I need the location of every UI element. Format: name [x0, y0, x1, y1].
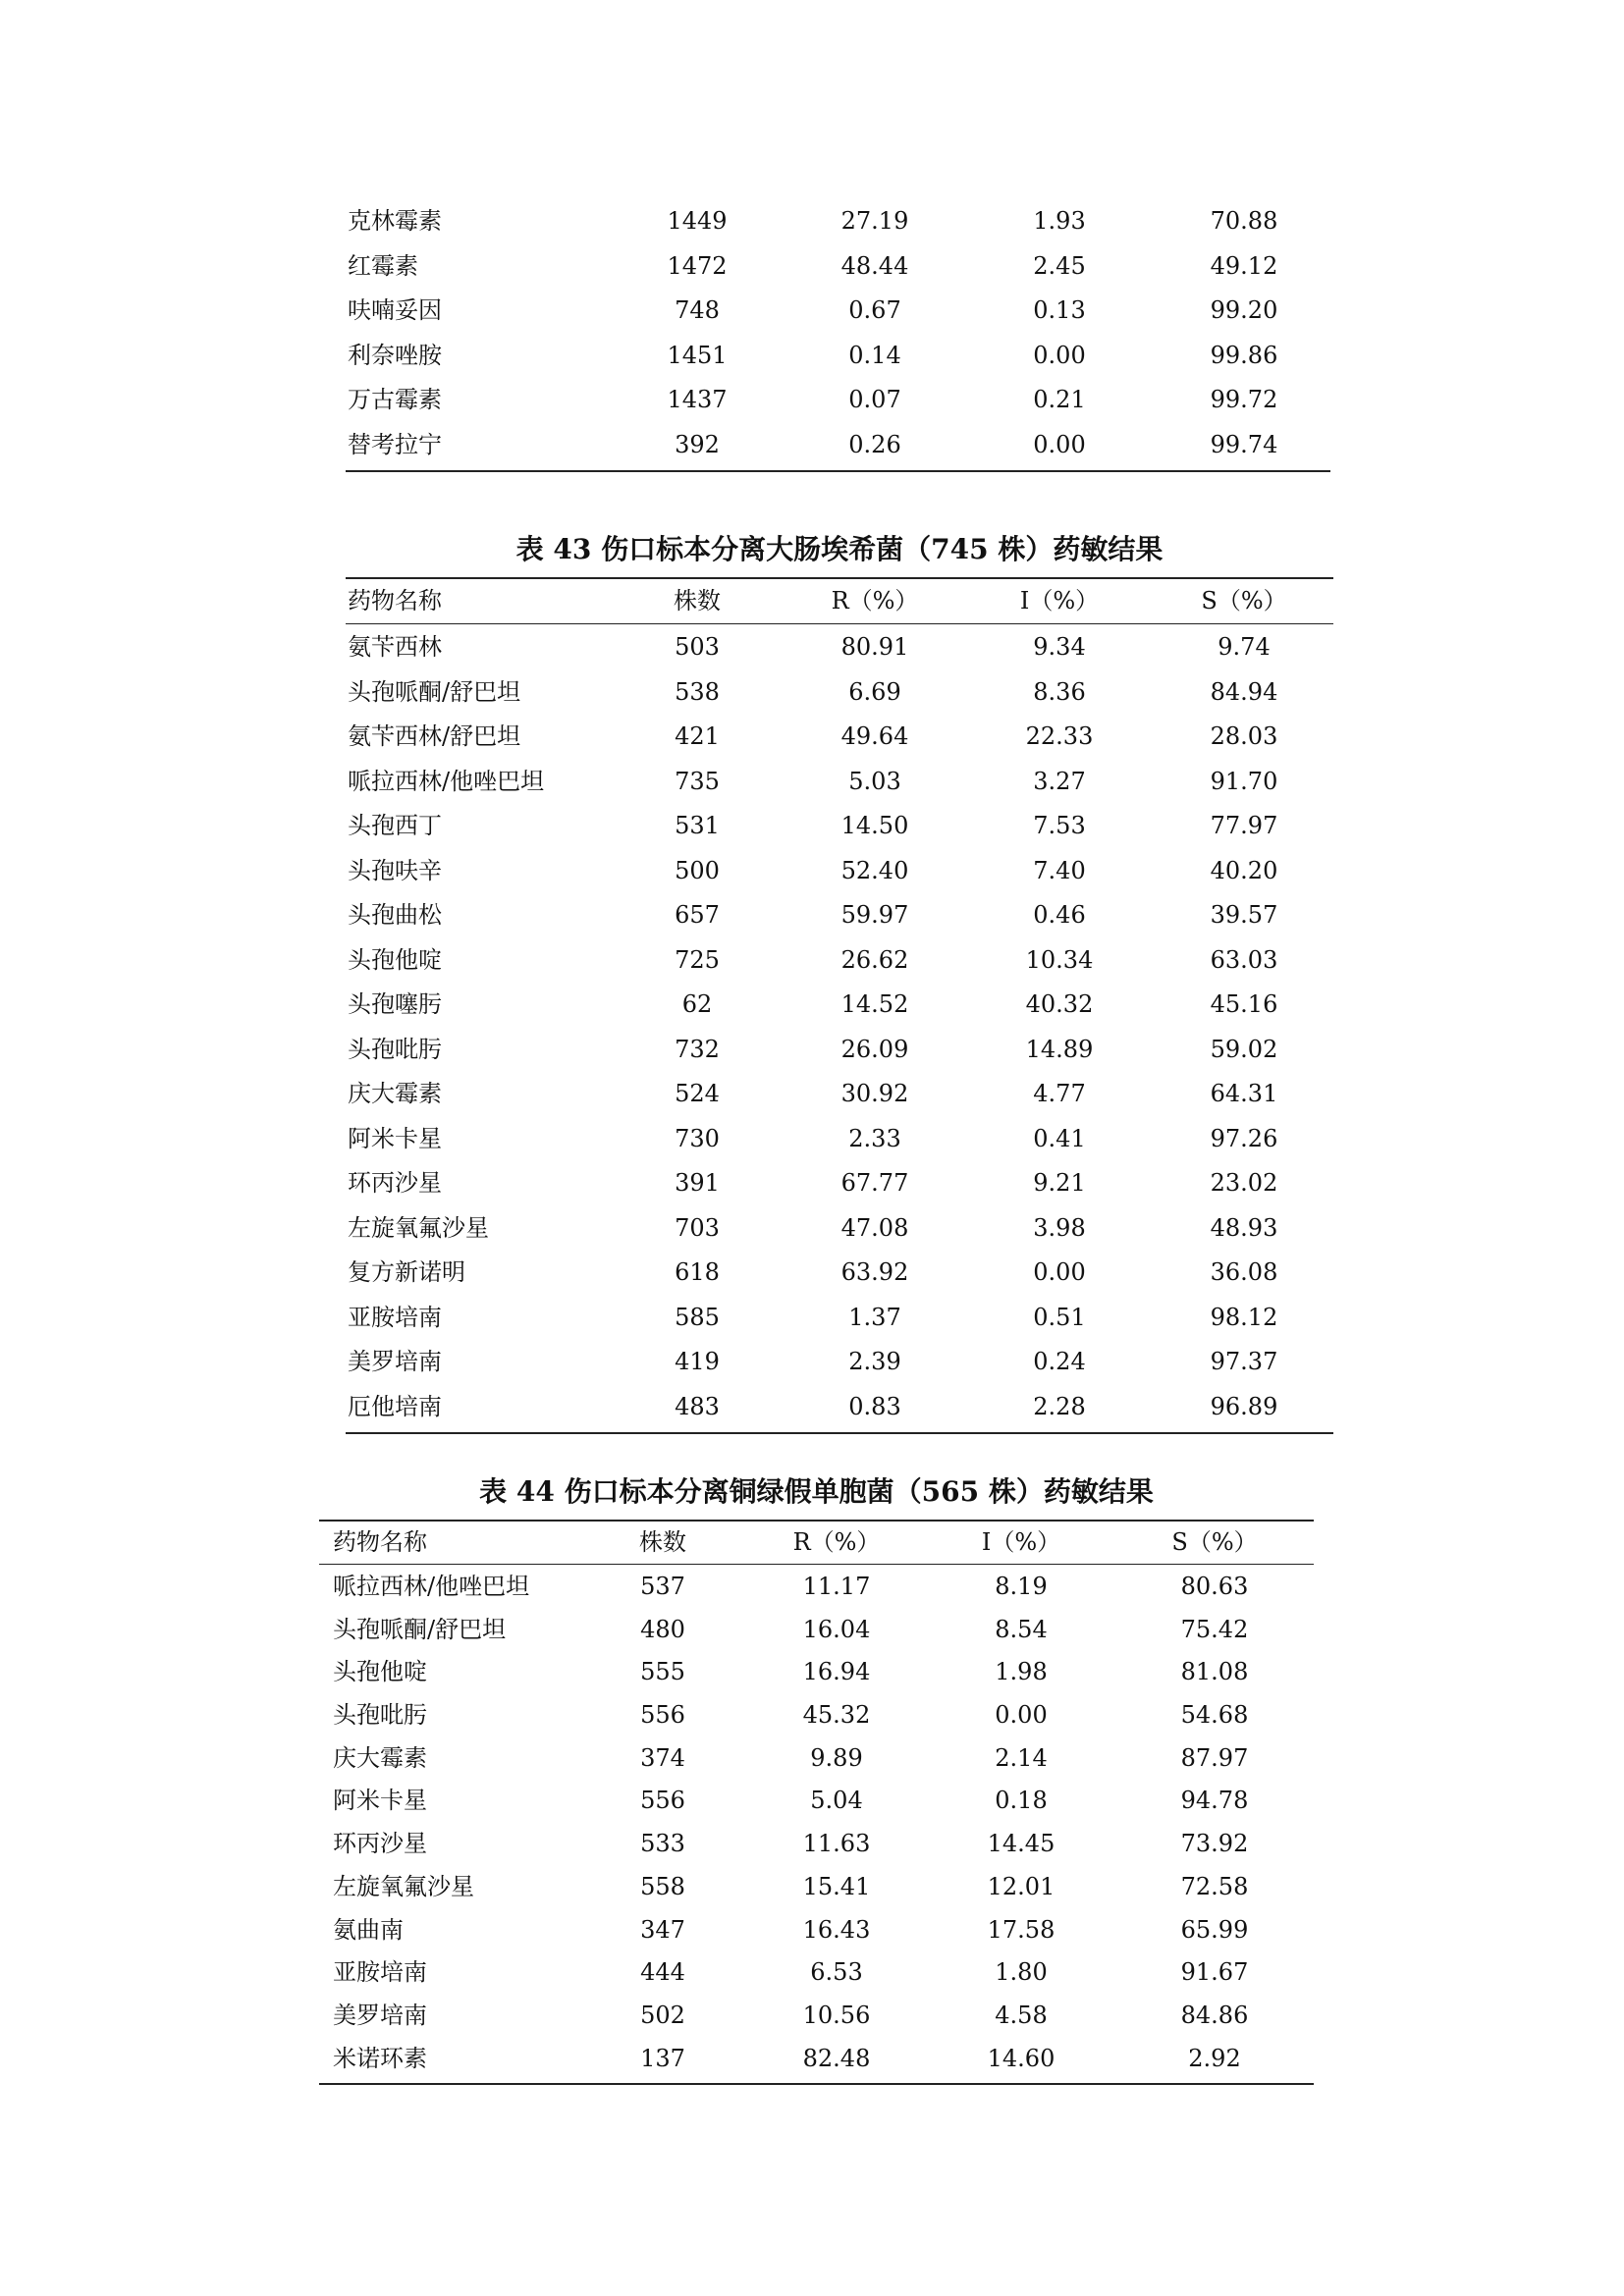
drug-name-cell: 哌拉西林/他唑巴坦 [333, 1573, 530, 1600]
s-percent-cell: 99.74 [1210, 430, 1278, 458]
drug-name-cell: 呋喃妥因 [348, 296, 442, 324]
drug-name-cell: 氨曲南 [333, 1915, 404, 1944]
s-percent-cell: 64.31 [1210, 1080, 1278, 1107]
i-percent-cell: 4.77 [1033, 1080, 1086, 1107]
i-percent-cell: 3.98 [1033, 1213, 1086, 1242]
r-percent-cell: 14.52 [840, 990, 909, 1018]
r-percent-cell: 2.39 [848, 1348, 901, 1375]
r-percent-cell: 26.09 [840, 1035, 909, 1063]
count-cell: 391 [675, 1169, 720, 1197]
r-percent-cell: 0.83 [848, 1392, 901, 1420]
i-percent-cell: 2.28 [1033, 1392, 1086, 1420]
count-cell: 556 [640, 1701, 685, 1730]
s-percent-cell: 23.02 [1210, 1169, 1278, 1197]
s-percent-cell: 81.08 [1180, 1658, 1249, 1686]
drug-name-cell: 红霉素 [348, 251, 418, 280]
drug-name-cell: 左旋氧氟沙星 [348, 1213, 489, 1242]
s-percent-cell: 75.42 [1180, 1615, 1249, 1643]
s-percent-cell: 87.97 [1180, 1743, 1249, 1772]
s-percent-cell: 39.57 [1210, 901, 1278, 929]
s-percent-cell: 2.92 [1188, 2044, 1241, 2072]
table-body [319, 1566, 1314, 2080]
r-percent-cell: 30.92 [840, 1080, 909, 1107]
table-row [346, 1385, 1333, 1430]
i-percent-cell: 3.27 [1033, 767, 1086, 795]
i-percent-cell: 0.00 [995, 1701, 1048, 1730]
count-cell: 444 [640, 1958, 685, 1987]
table-body [346, 625, 1333, 1429]
drug-name-cell: 氨苄西林 [348, 633, 442, 661]
table-row [346, 1251, 1333, 1296]
count-cell: 732 [675, 1035, 720, 1063]
s-percent-cell: 54.68 [1180, 1701, 1249, 1730]
table-row [346, 625, 1333, 670]
i-percent-cell: 9.21 [1033, 1169, 1086, 1197]
s-percent-cell: 84.86 [1180, 2001, 1249, 2029]
i-percent-cell: 0.13 [1033, 296, 1086, 324]
table-bottom-rule [346, 1432, 1333, 1434]
count-cell: 503 [675, 633, 720, 661]
s-percent-cell: 40.20 [1210, 856, 1278, 884]
count-cell: 374 [640, 1743, 685, 1772]
table-row [319, 1609, 1314, 1652]
i-percent-cell: 0.51 [1033, 1303, 1086, 1331]
header-s: S（%） [1201, 587, 1287, 614]
s-percent-cell: 99.86 [1210, 341, 1278, 369]
i-percent-cell: 8.19 [995, 1573, 1048, 1600]
drug-name-cell: 氨苄西林/舒巴坦 [348, 722, 521, 750]
count-cell: 524 [675, 1080, 720, 1107]
r-percent-cell: 5.04 [810, 1787, 863, 1815]
r-percent-cell: 16.94 [802, 1658, 871, 1686]
count-cell: 347 [640, 1915, 685, 1944]
r-percent-cell: 6.69 [848, 677, 901, 706]
table-row [346, 378, 1330, 423]
drug-name-cell: 左旋氧氟沙星 [333, 1872, 474, 1900]
count-cell: 1472 [667, 251, 728, 280]
count-cell: 531 [675, 812, 720, 839]
r-percent-cell: 82.48 [802, 2044, 871, 2072]
s-percent-cell: 99.72 [1210, 386, 1278, 413]
i-percent-cell: 1.93 [1033, 207, 1086, 235]
drug-name-cell: 美罗培南 [333, 2001, 427, 2029]
i-percent-cell: 0.00 [1033, 1258, 1086, 1286]
count-cell: 725 [675, 945, 720, 974]
count-cell: 502 [640, 2001, 685, 2029]
s-percent-cell: 84.94 [1210, 677, 1278, 706]
count-cell: 585 [675, 1303, 720, 1331]
s-percent-cell: 49.12 [1210, 251, 1278, 280]
drug-name-cell: 环丙沙星 [333, 1830, 427, 1858]
r-percent-cell: 0.14 [848, 341, 901, 369]
drug-name-cell: 庆大霉素 [348, 1080, 442, 1107]
r-percent-cell: 47.08 [840, 1213, 909, 1242]
table-row [346, 289, 1330, 334]
table-bottom-rule [319, 2083, 1314, 2085]
i-percent-cell: 14.89 [1025, 1035, 1094, 1063]
s-percent-cell: 98.12 [1210, 1303, 1278, 1331]
table-caption: 表 43 伤口标本分离大肠埃希菌（745 株）药敏结果 [515, 533, 1164, 565]
count-cell: 500 [675, 856, 720, 884]
r-percent-cell: 48.44 [840, 251, 909, 280]
i-percent-cell: 8.36 [1033, 677, 1086, 706]
i-percent-cell: 4.58 [995, 2001, 1048, 2029]
r-percent-cell: 6.53 [810, 1958, 863, 1987]
table-row [346, 1206, 1333, 1252]
table-row [319, 1951, 1314, 1995]
table-bottom-rule [346, 470, 1330, 472]
count-cell: 483 [675, 1392, 720, 1420]
drug-name-cell: 头孢呋辛 [348, 856, 442, 884]
i-percent-cell: 7.53 [1033, 812, 1086, 839]
s-percent-cell: 99.20 [1210, 296, 1278, 324]
i-percent-cell: 2.45 [1033, 251, 1086, 280]
drug-name-cell: 头孢西丁 [348, 812, 442, 839]
r-percent-cell: 10.56 [802, 2001, 871, 2029]
s-percent-cell: 72.58 [1180, 1872, 1249, 1900]
table-caption: 表 44 伤口标本分离铜绿假单胞菌（565 株）药敏结果 [479, 1475, 1154, 1508]
drug-name-cell: 阿米卡星 [333, 1787, 427, 1815]
drug-name-cell: 头孢他啶 [333, 1658, 427, 1686]
drug-name-cell: 头孢吡肟 [333, 1701, 427, 1730]
r-percent-cell: 49.64 [840, 722, 909, 750]
table-row [319, 1694, 1314, 1737]
r-percent-cell: 14.50 [840, 812, 909, 839]
count-cell: 480 [640, 1615, 685, 1643]
i-percent-cell: 1.98 [995, 1658, 1048, 1686]
r-percent-cell: 0.07 [848, 386, 901, 413]
i-percent-cell: 0.24 [1033, 1348, 1086, 1375]
count-cell: 392 [675, 430, 720, 458]
i-percent-cell: 0.18 [995, 1787, 1048, 1815]
table-row [346, 1072, 1333, 1117]
i-percent-cell: 0.41 [1033, 1124, 1086, 1152]
r-percent-cell: 5.03 [848, 767, 901, 795]
header-count: 株数 [639, 1528, 686, 1556]
i-percent-cell: 1.80 [995, 1958, 1048, 1987]
table-row [346, 715, 1333, 760]
table-row [346, 1296, 1333, 1341]
drug-name-cell: 利奈唑胺 [348, 341, 442, 369]
i-percent-cell: 14.45 [987, 1830, 1056, 1858]
s-percent-cell: 91.70 [1210, 767, 1278, 795]
drug-name-cell: 头孢曲松 [348, 901, 442, 929]
header-drug-name: 药物名称 [348, 587, 442, 614]
table-row [346, 423, 1330, 468]
table-42-continued [346, 199, 1330, 467]
table-row [346, 1340, 1333, 1385]
header-r: R（%） [792, 1528, 881, 1556]
r-percent-cell: 16.04 [802, 1615, 871, 1643]
drug-name-cell: 亚胺培南 [333, 1958, 427, 1987]
count-cell: 735 [675, 767, 720, 795]
table-row [319, 1651, 1314, 1694]
r-percent-cell: 2.33 [848, 1124, 901, 1152]
r-percent-cell: 80.91 [840, 633, 909, 661]
table-row [319, 1737, 1314, 1781]
r-percent-cell: 63.92 [840, 1258, 909, 1286]
table-row [346, 893, 1333, 938]
count-cell: 618 [675, 1258, 720, 1286]
r-percent-cell: 11.63 [802, 1830, 871, 1858]
i-percent-cell: 0.00 [1033, 430, 1086, 458]
count-cell: 730 [675, 1124, 720, 1152]
i-percent-cell: 22.33 [1025, 722, 1094, 750]
header-r: R（%） [831, 587, 919, 614]
drug-name-cell: 克林霉素 [348, 207, 442, 235]
r-percent-cell: 1.37 [848, 1303, 901, 1331]
s-percent-cell: 73.92 [1180, 1830, 1249, 1858]
count-cell: 1451 [667, 341, 728, 369]
r-percent-cell: 52.40 [840, 856, 909, 884]
count-cell: 537 [640, 1573, 685, 1600]
table-row [346, 1117, 1333, 1162]
table-row [346, 1028, 1333, 1073]
count-cell: 556 [640, 1787, 685, 1815]
r-percent-cell: 67.77 [840, 1169, 909, 1197]
table-body [346, 199, 1330, 467]
i-percent-cell: 0.21 [1033, 386, 1086, 413]
drug-name-cell: 替考拉宁 [348, 430, 442, 458]
s-percent-cell: 97.26 [1210, 1124, 1278, 1152]
s-percent-cell: 63.03 [1210, 945, 1278, 974]
drug-name-cell: 美罗培南 [348, 1348, 442, 1375]
table-header-row [346, 579, 1333, 624]
table-row [346, 938, 1333, 984]
i-percent-cell: 12.01 [987, 1872, 1056, 1900]
header-count: 株数 [674, 587, 721, 614]
drug-name-cell: 头孢哌酮/舒巴坦 [348, 677, 521, 706]
s-percent-cell: 94.78 [1180, 1787, 1249, 1815]
table-row [319, 2038, 1314, 2081]
drug-name-cell: 头孢哌酮/舒巴坦 [333, 1615, 507, 1643]
table-row [346, 334, 1330, 379]
count-cell: 703 [675, 1213, 720, 1242]
i-percent-cell: 8.54 [995, 1615, 1048, 1643]
i-percent-cell: 40.32 [1025, 990, 1094, 1018]
drug-name-cell: 哌拉西林/他唑巴坦 [348, 767, 545, 795]
table-row [346, 849, 1333, 894]
header-i: I（%） [981, 1528, 1061, 1556]
r-percent-cell: 0.67 [848, 296, 901, 324]
s-percent-cell: 59.02 [1210, 1035, 1278, 1063]
i-percent-cell: 9.34 [1033, 633, 1086, 661]
header-i: I（%） [1019, 587, 1100, 614]
r-percent-cell: 59.97 [840, 901, 909, 929]
r-percent-cell: 15.41 [802, 1872, 871, 1900]
count-cell: 421 [675, 722, 720, 750]
table-row [346, 760, 1333, 805]
r-percent-cell: 16.43 [802, 1915, 871, 1944]
table-header-row [319, 1522, 1314, 1565]
r-percent-cell: 9.89 [810, 1743, 863, 1772]
drug-name-cell: 阿米卡星 [348, 1124, 442, 1152]
count-cell: 538 [675, 677, 720, 706]
s-percent-cell: 91.67 [1180, 1958, 1249, 1987]
s-percent-cell: 96.89 [1210, 1392, 1278, 1420]
count-cell: 62 [681, 990, 713, 1018]
count-cell: 137 [640, 2044, 685, 2072]
s-percent-cell: 28.03 [1210, 722, 1278, 750]
r-percent-cell: 26.62 [840, 945, 909, 974]
table-row [346, 199, 1330, 244]
drug-name-cell: 头孢噻肟 [348, 990, 442, 1018]
s-percent-cell: 77.97 [1210, 812, 1278, 839]
table-header-rule [319, 1564, 1314, 1565]
header-s: S（%） [1171, 1528, 1258, 1556]
drug-name-cell: 环丙沙星 [348, 1169, 442, 1197]
count-cell: 657 [675, 901, 720, 929]
count-cell: 419 [675, 1348, 720, 1375]
s-percent-cell: 97.37 [1210, 1348, 1278, 1375]
i-percent-cell: 14.60 [987, 2044, 1056, 2072]
table-row [346, 804, 1333, 849]
header-drug-name: 药物名称 [333, 1528, 427, 1556]
table-row [346, 983, 1333, 1028]
table-header-rule [346, 623, 1333, 624]
s-percent-cell: 70.88 [1210, 207, 1278, 235]
drug-name-cell: 厄他培南 [348, 1392, 442, 1420]
s-percent-cell: 80.63 [1180, 1573, 1249, 1600]
table-row [319, 1780, 1314, 1823]
drug-name-cell: 万古霉素 [348, 386, 442, 413]
i-percent-cell: 17.58 [987, 1915, 1056, 1944]
count-cell: 558 [640, 1872, 685, 1900]
count-cell: 533 [640, 1830, 685, 1858]
table-row [319, 1823, 1314, 1866]
table-row [319, 1995, 1314, 2038]
s-percent-cell: 45.16 [1210, 990, 1278, 1018]
r-percent-cell: 45.32 [802, 1701, 871, 1730]
table-row [319, 1909, 1314, 1952]
drug-name-cell: 复方新诺明 [348, 1258, 465, 1286]
count-cell: 555 [640, 1658, 685, 1686]
table-row [346, 244, 1330, 290]
table-row [319, 1566, 1314, 1609]
i-percent-cell: 0.00 [1033, 341, 1086, 369]
count-cell: 748 [675, 296, 720, 324]
i-percent-cell: 2.14 [995, 1743, 1048, 1772]
i-percent-cell: 0.46 [1033, 901, 1086, 929]
r-percent-cell: 11.17 [802, 1573, 871, 1600]
s-percent-cell: 9.74 [1218, 633, 1271, 661]
r-percent-cell: 27.19 [840, 207, 909, 235]
i-percent-cell: 7.40 [1033, 856, 1086, 884]
i-percent-cell: 10.34 [1025, 945, 1094, 974]
s-percent-cell: 48.93 [1210, 1213, 1278, 1242]
drug-name-cell: 头孢他啶 [348, 945, 442, 974]
table-row [319, 1866, 1314, 1909]
drug-name-cell: 亚胺培南 [348, 1303, 442, 1331]
count-cell: 1437 [667, 386, 728, 413]
drug-name-cell: 头孢吡肟 [348, 1035, 442, 1063]
table-row [346, 1161, 1333, 1206]
drug-name-cell: 庆大霉素 [333, 1743, 427, 1772]
count-cell: 1449 [667, 207, 728, 235]
s-percent-cell: 36.08 [1210, 1258, 1278, 1286]
table-row [346, 670, 1333, 716]
s-percent-cell: 65.99 [1180, 1915, 1249, 1944]
drug-name-cell: 米诺环素 [333, 2044, 427, 2072]
r-percent-cell: 0.26 [848, 430, 901, 458]
